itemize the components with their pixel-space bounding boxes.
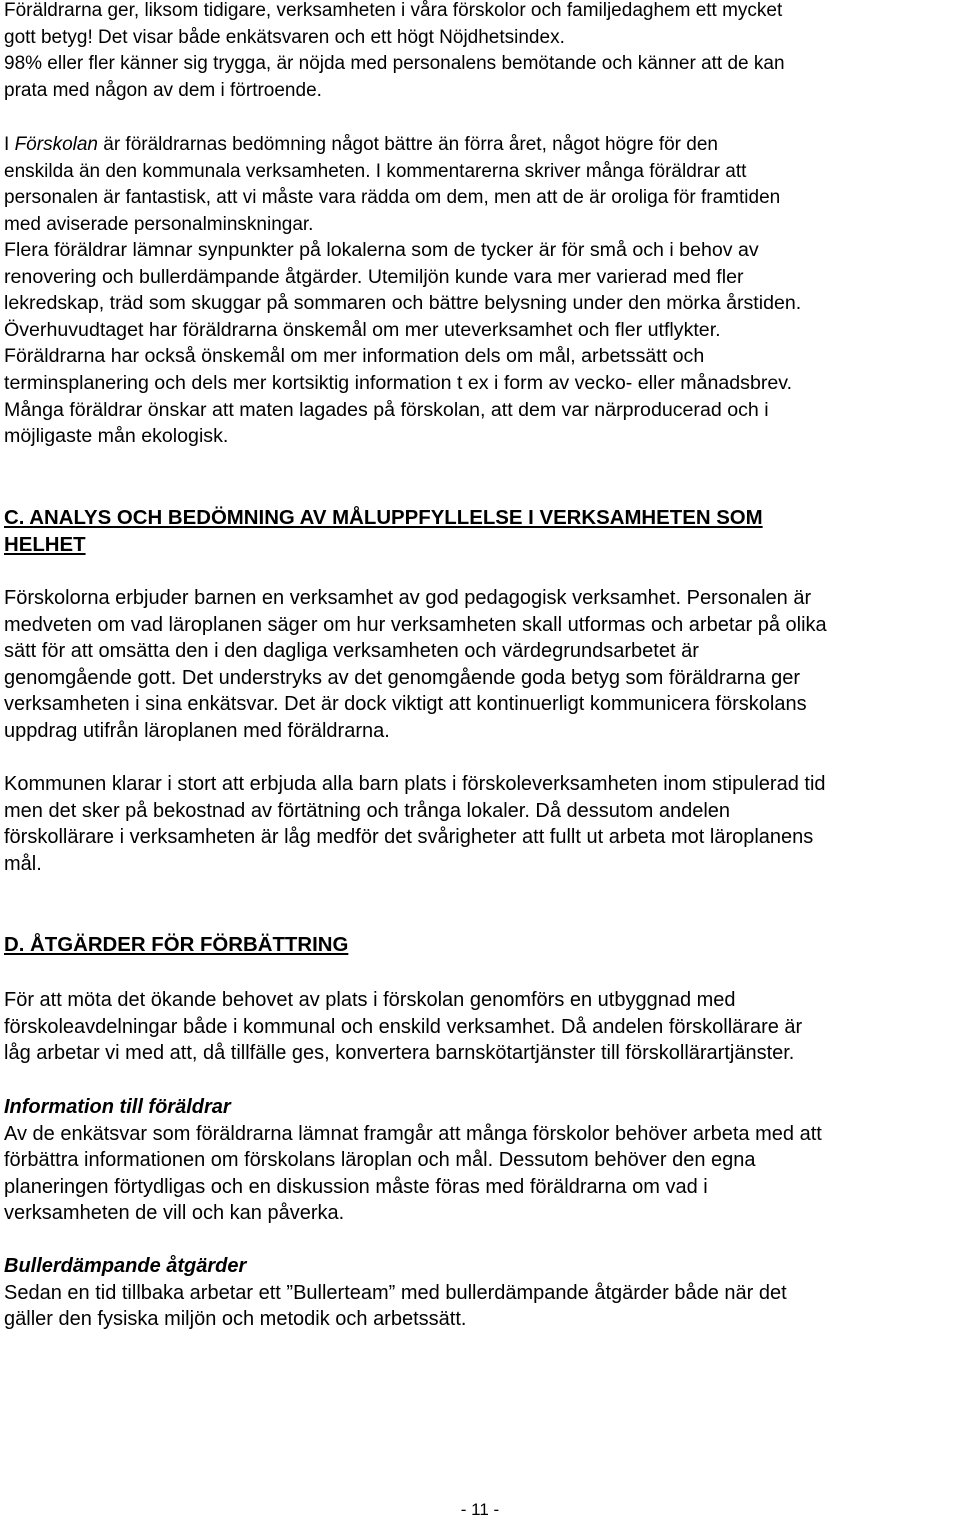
text-line: men det sker på bekostnad av förtätning och trånga lokaler. Då dessutom andelen	[4, 799, 731, 822]
subheading-noise: Bullerdämpande åtgärder	[4, 1255, 247, 1277]
paragraph-noise	[4, 1253, 787, 1333]
paragraph-information	[4, 1094, 822, 1227]
text-line: möjligaste mån ekologisk.	[4, 425, 229, 448]
text-line: genomgående gott. Det understryks av det genomgående goda betyg som föräldrarna ger	[4, 666, 801, 689]
heading-line: D. ÅTGÄRDER FÖR FÖRBÄTTRING	[4, 934, 349, 956]
text-line: Förskolorna erbjuder barnen en verksamhet av god pedagogisk verksamhet. Personalen är	[4, 587, 812, 609]
text-line	[4, 132, 780, 159]
text-line: verksamheten de vill och kan påverka.	[4, 1202, 345, 1225]
text-line: med aviserade personalminskningar.	[4, 213, 314, 235]
text-line: gäller den fysiska miljön och metodik och arbetssätt.	[4, 1308, 467, 1331]
text-line: mål.	[4, 852, 42, 875]
text-line: terminsplanering och dels mer kortsiktig information t ex i form av vecko- eller månadsbrev.	[4, 371, 793, 394]
text-line: Överhuvudtaget har föräldrarna önskemål om mer uteverksamhet och fler utflykter.	[4, 318, 721, 341]
page-number: - 11 -	[460, 1500, 500, 1519]
text-line: Kommunen klarar i stort att erbjuda alla barn plats i förskoleverksamheten inom stipulerad tid	[4, 773, 826, 795]
text-line: sätt för att omsätta den i den dagliga verksamheten och värdegrundsarbetet är	[4, 640, 699, 663]
text-line: Föräldrarna ger, liksom tidigare, verksamheten i våra förskolor och familjedaghem ett mycket	[4, 0, 783, 21]
text-line: verksamheten i sina enkätsvar. Det är dock viktigt att kontinuerligt kommunicera förskolans	[4, 693, 807, 716]
text-line: För att möta det ökande behovet av plats i förskolan genomförs en utbyggnad med	[4, 989, 736, 1011]
text-line: låg arbetar vi med att, då tillfälle ges, konvertera barnskötartjänster till förskollärartjänster.	[4, 1042, 795, 1065]
text-line: Flera föräldrar lämnar synpunkter på lokalerna som de tycker är för små och i behov av	[4, 239, 759, 261]
paragraph-parent-rating	[4, 0, 785, 104]
text-run: I	[4, 134, 15, 155]
emphasis-forskolan: Förskolan	[14, 134, 98, 155]
text-line: Föräldrarna har också önskemål om mer information dels om mål, arbetssätt och	[4, 345, 705, 368]
paragraph-forskolan	[4, 132, 780, 238]
text-line: förbättra informationen om förskolans läroplan och mål. Dessutom behöver den egna	[4, 1149, 756, 1172]
text-line: Många föräldrar önskar att maten lagades på förskolan, att dem var närproducerad och i	[4, 398, 769, 421]
section-heading-d	[4, 932, 348, 959]
text-line: förskoleavdelningar både i kommunal och enskild verksamhet. Då andelen förskollärare är	[4, 1015, 803, 1038]
section-heading-c	[4, 505, 763, 558]
text-line: uppdrag utifrån läroplanen med föräldrarna.	[4, 719, 390, 742]
text-line: planeringen förtydligas och en diskussion måste föras med föräldrarna om vad i	[4, 1175, 708, 1198]
text-line: Sedan en tid tillbaka arbetar ett ”Bullerteam” med bullerdämpande åtgärder både när det	[4, 1281, 787, 1304]
paragraph-capacity	[4, 771, 826, 877]
text-line: renovering och bullerdämpande åtgärder. Utemiljön kunde vara mer varierad med fler	[4, 265, 744, 288]
heading-line: HELHET	[4, 533, 86, 556]
text-line: Av de enkätsvar som föräldrarna lämnat framgår att många förskolor behöver arbeta med att	[4, 1122, 822, 1145]
text-line: förskollärare i verksamheten är låg medför det svårigheter att fullt ut arbeta mot läroplanens	[4, 826, 814, 849]
text-line: prata med någon av dem i förtroende.	[4, 79, 322, 101]
paragraph-premises	[4, 237, 801, 450]
text-line: enskilda än den kommunala verksamheten. I kommentarerna skriver många föräldrar att	[4, 160, 747, 182]
text-line: gott betyg! Det visar både enkätsvaren och ett högt Nöjdhetsindex.	[4, 26, 565, 48]
text-line: lekredskap, träd som skuggar på sommaren och bättre belysning under den mörka årstiden.	[4, 292, 802, 315]
paragraph-measures	[4, 987, 802, 1067]
heading-line: C. ANALYS OCH BEDÖMNING AV MÅLUPPFYLLELSE I VERKSAMHETEN SOM	[4, 507, 763, 529]
subheading-information: Information till föräldrar	[4, 1096, 231, 1118]
text-line: 98% eller fler känner sig trygga, är nöjda med personalens bemötande och känner att de kan	[4, 53, 785, 74]
text-run: är föräldrarnas bedömning något bättre än förra året, något högre för den	[97, 134, 718, 155]
paragraph-analysis	[4, 585, 827, 745]
text-line: personalen är fantastisk, att vi måste vara rädda om dem, men att de är oroliga för framtiden	[4, 187, 781, 208]
text-line: medveten om vad läroplanen säger om hur verksamheten skall utformas och arbetar på olika	[4, 613, 827, 636]
